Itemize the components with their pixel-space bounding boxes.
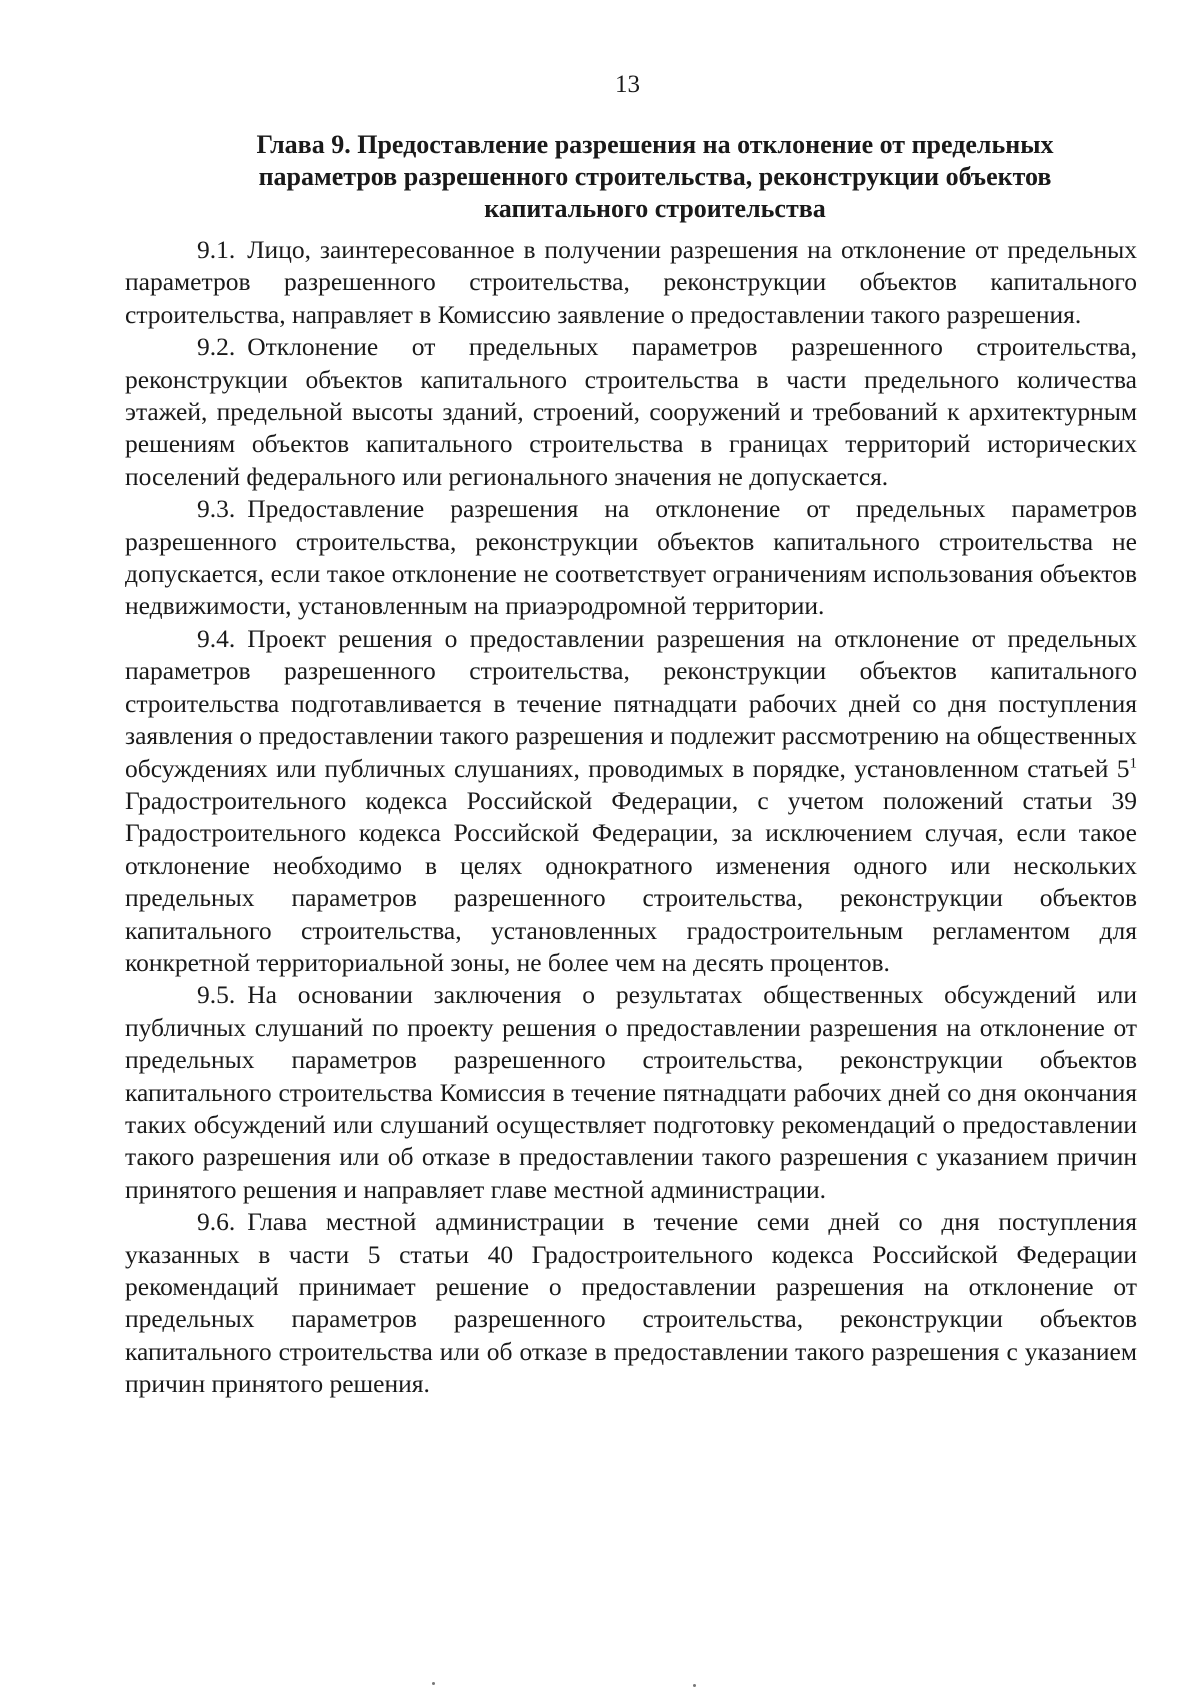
paragraph-text: Лицо, заинтересованное в получении разрешения на отклонение от предельных параметров разрешенного строительства, реконструкции объектов капитального строительства, направляет в Комиссию заявление о предоставлении такого разрешения. [125,235,1137,329]
paragraph-text-continued: Градостроительного кодекса Российской Федерации, с учетом положений статьи 39 Градостроительного кодекса Российской Федерации, за исключением случая, если такое отклонение необходимо в целях однократного изменения одного или нескольких предельных параметров разрешенного строительства, реконструкции объектов капитального строительства, установленных градостроительным регламентом для конкретной территориальной зоны, не более чем на десять процентов. [125,785,1137,977]
paragraph-number: 9.6. [197,1207,236,1237]
paragraph-text: Глава местной администрации в течение семи дней со дня поступления указанных в части 5 статьи 40 Градостроительного кодекса Российской Федерации рекомендаций принимает решение о предоставлении разрешения на отклонение от предельных параметров разрешенного строительства, реконструкции объектов капитального строительства или об отказе в предоставлении такого разрешения с указанием причин принятого решения. [125,1207,1137,1399]
paragraph-9-3 [125,493,1137,623]
paragraph-9-6 [125,1206,1137,1400]
paragraph-text: На основании заключения о результатах общественных обсуждений или публичных слушаний по проекту решения о предоставлении разрешения на отклонение от предельных параметров разрешенного строительства, реконструкции объектов капитального строительства Комиссия в течение пятнадцати рабочих дней со дня окончания таких обсуждений или слушаний осуществляет подготовку рекомендаций о предоставлении такого разрешения или об отказе в предоставлении такого разрешения с указанием причин принятого решения и направляет главе местной администрации. [125,980,1137,1204]
paragraph-number: 9.2. [197,332,236,362]
paragraph-text: Отклонение от предельных параметров разрешенного строительства, реконструкции объектов капитального строительства в части предельного количества этажей, предельной высоты зданий, строений, сооружений и требований к архитектурным решениям объектов капитального строительства в границах территорий исторических поселений федерального или регионального значения не допускается. [125,332,1137,491]
paragraph-number: 9.5. [197,980,236,1010]
page-number: 13 [615,71,640,98]
paragraph-9-5 [125,979,1137,1206]
paragraph-text: Предоставление разрешения на отклонение от предельных параметров разрешенного строительства, реконструкции объектов капитального строительства не допускается, если такое отклонение не соответствует ограничениям использования объектов недвижимости, установленным на приаэродромной территории. [125,494,1137,621]
document-body [125,234,1137,1401]
paragraph-9-4 [125,623,1137,979]
paragraph-number: 9.3. [197,494,236,524]
paragraph-number: 9.1. [197,235,236,264]
scan-speck [432,1682,435,1685]
paragraph-9-2 [125,331,1137,493]
chapter-title: Глава 9. Предоставление разрешения на отклонение от предельных параметров разрешенного строительства, реконструкции объектов капитального строительства [256,130,1054,223]
scan-speck [693,1684,696,1687]
paragraph-9-1 [125,234,1137,331]
article-superscript: 1 [1129,755,1137,771]
paragraph-number: 9.4. [197,623,236,653]
paragraph-text: Проект решения о предоставлении разрешения на отклонение от предельных параметров разрешенного строительства, реконструкции объектов капитального строительства подготавливается в течение пятнадцати рабочих дней со дня поступления заявления о предоставлении такого разрешения и подлежит рассмотрению на общественных обсуждениях или публичных слушаниях, проводимых в порядке, установленном статьей 5 [125,623,1137,783]
